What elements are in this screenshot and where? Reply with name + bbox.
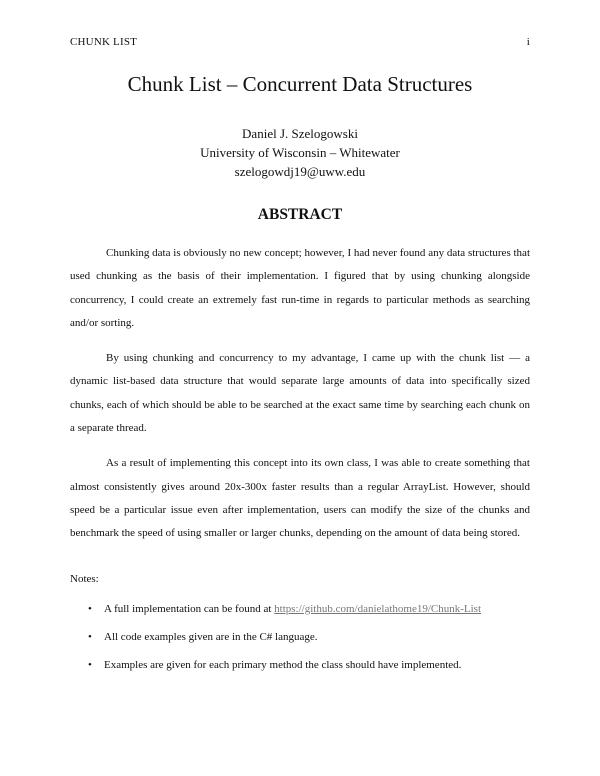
author-email: szelogowdj19@uww.edu	[234, 164, 366, 179]
list-item	[70, 655, 530, 675]
author-name: Daniel J. Szelogowski	[242, 126, 358, 141]
paper-title: Chunk List – Concurrent Data Structures	[127, 72, 473, 96]
running-header	[70, 36, 530, 48]
list-item	[70, 599, 530, 619]
bullet-icon: •	[88, 631, 92, 643]
abstract-paragraph: Chunking data is obviously no new concept; however, I had never found any data structures that used chunking as the basis of their implementation. I figured that by using chunking alongside concurrency, I could create an extremely fast run-time in regards to particular methods as searching and/or sorting.	[70, 247, 530, 329]
page-number: i	[526, 36, 530, 48]
notes-label: Notes:	[70, 573, 99, 585]
list-item	[70, 627, 530, 647]
running-title: CHUNK LIST	[70, 36, 138, 48]
notes-section	[70, 573, 530, 683]
bullet-icon: •	[88, 603, 92, 615]
notes-list	[70, 599, 530, 675]
note-text: All code examples given are in the C# language.	[104, 631, 318, 643]
author-affiliation: University of Wisconsin – Whitewater	[200, 145, 400, 160]
note-text: A full implementation can be found at	[104, 603, 275, 615]
note-text: Examples are given for each primary method the class should have implemented.	[104, 659, 462, 671]
abstract-body	[70, 242, 530, 558]
abstract-paragraph: By using chunking and concurrency to my advantage, I came up with the chunk list — a dynamic list-based data structure that would separate large amounts of data into specifically sized chunks, each of which should be able to be searched at the exact same time by searching each chunk on a separate thread.	[70, 352, 530, 435]
author-block	[0, 124, 600, 181]
abstract-paragraph: As a result of implementing this concept into its own class, I was able to create something that almost consistently gives around 20x-300x faster results than a regular ArrayList. However, should speed be a particular issue even after implementation, users can modify the size of the chunks and benchmark the speed of using smaller or larger chunks, depending on the amount of data being stored.	[70, 457, 530, 540]
abstract-heading: ABSTRACT	[257, 206, 343, 223]
bullet-icon: •	[88, 659, 92, 671]
github-link[interactable]: https://github.com/danielathome19/Chunk-List	[274, 603, 481, 615]
